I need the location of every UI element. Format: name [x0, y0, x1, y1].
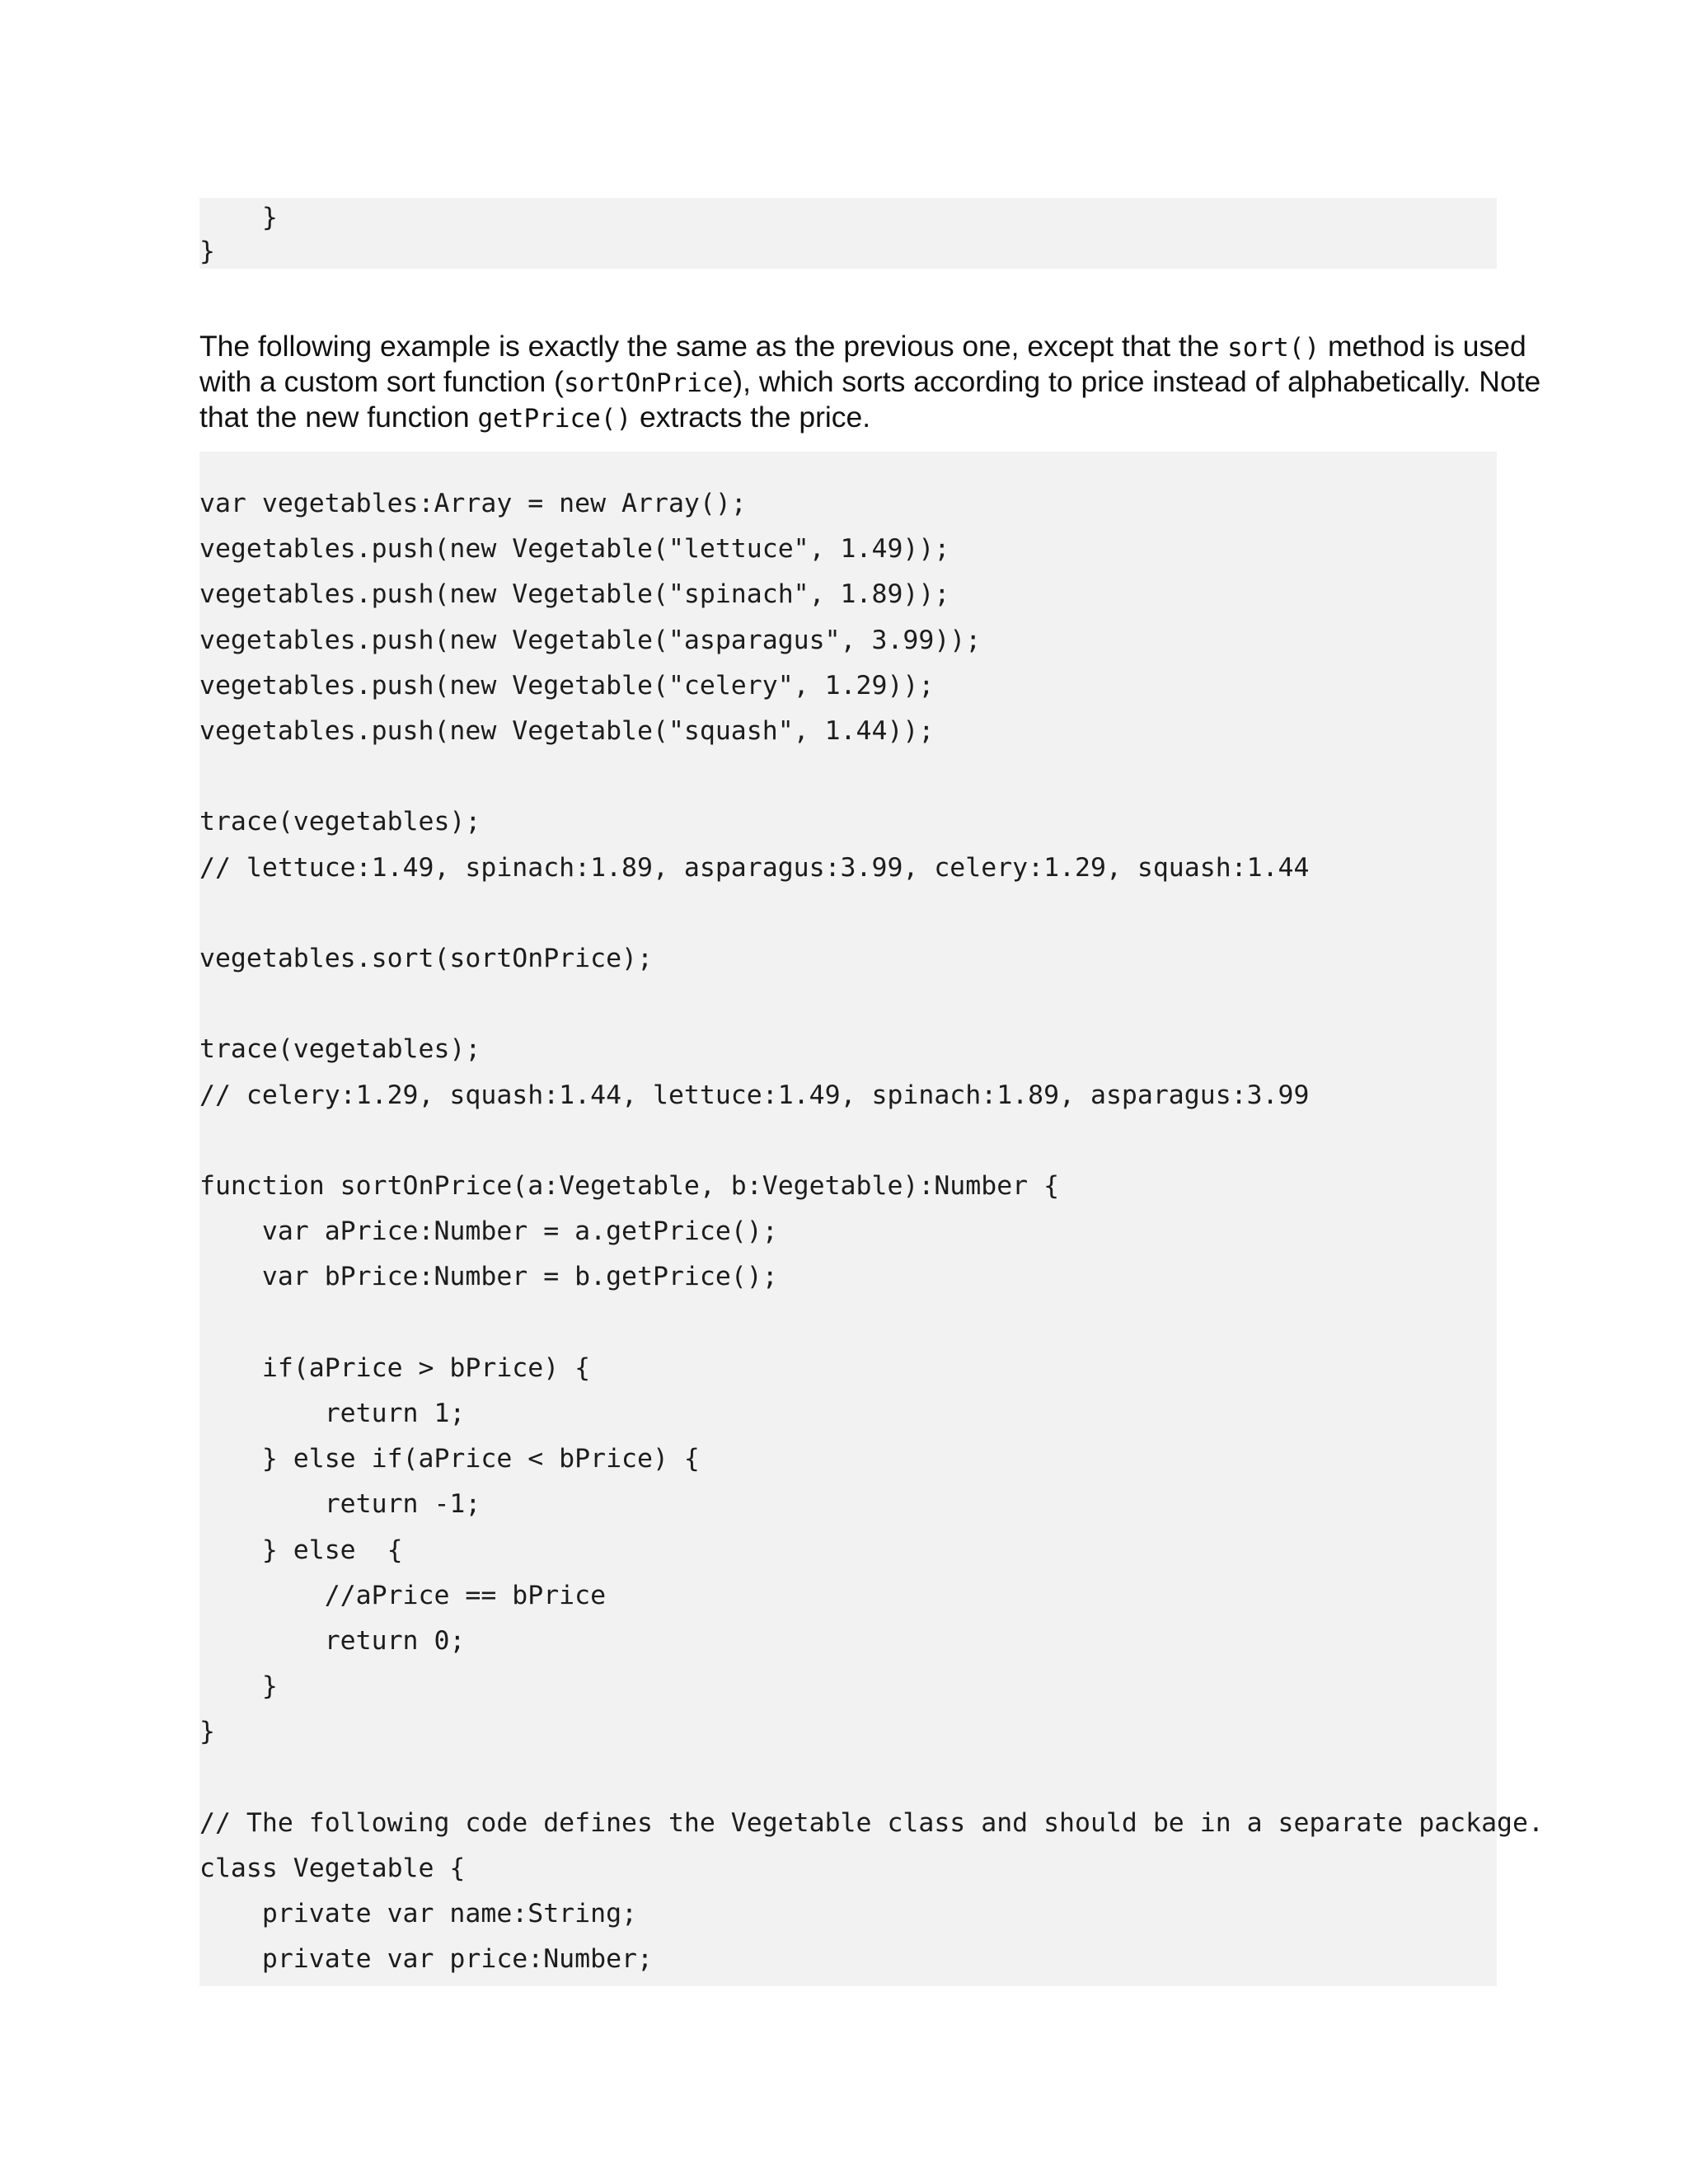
code-line: }	[199, 203, 278, 232]
code-line: // The following code defines the Vegetable class and should be in a separate package.	[199, 1807, 1544, 1838]
code-line: vegetables.push(new Vegetable("lettuce", 1.49));	[199, 534, 950, 565]
intro-text: with a custom sort function (	[199, 365, 564, 398]
inline-code-sortonprice: sortOnPrice	[563, 368, 734, 398]
code-line: }	[199, 1671, 278, 1702]
code-line: function sortOnPrice(a:Vegetable, b:Vegetable):Number {	[199, 1171, 1060, 1201]
code-block-main	[199, 452, 1544, 1986]
code-line: private var name:String;	[199, 1899, 638, 1929]
intro-line-2	[199, 365, 1541, 401]
intro-line-1	[199, 330, 1526, 365]
code-line: } else if(aPrice < bPrice) {	[199, 1444, 700, 1474]
intro-line-3	[199, 401, 1502, 436]
code-line: return 1;	[199, 1399, 466, 1428]
code-line: if(aPrice > bPrice) {	[199, 1352, 591, 1383]
code-line: var bPrice:Number = b.getPrice();	[199, 1262, 778, 1292]
code-line: // celery:1.29, squash:1.44, lettuce:1.49, spinach:1.89, asparagus:3.99	[199, 1080, 1310, 1110]
code-line: }	[199, 1717, 215, 1747]
intro-text: The following example is exactly the same as the previous one, except that the	[199, 330, 1228, 363]
code-line: vegetables.push(new Vegetable("spinach", 1.89));	[199, 579, 950, 610]
code-line: }	[199, 237, 215, 266]
code-line: return 0;	[199, 1626, 466, 1656]
inline-code-sort: sort()	[1227, 333, 1320, 363]
code-block-top	[199, 198, 1497, 269]
code-line: var aPrice:Number = a.getPrice();	[199, 1216, 778, 1247]
code-line: private var price:Number;	[199, 1944, 653, 1975]
intro-text: method is used	[1320, 330, 1526, 363]
code-line: //aPrice == bPrice	[199, 1580, 607, 1610]
code-line: } else {	[199, 1535, 403, 1565]
intro-paragraph	[199, 330, 1541, 436]
code-line: class Vegetable {	[199, 1854, 466, 1883]
code-line: var vegetables:Array = new Array();	[199, 489, 747, 518]
code-line: trace(vegetables);	[199, 807, 481, 837]
intro-text: ), which sorts according to price instead of alphabetically. Note	[733, 365, 1541, 398]
code-line: vegetables.push(new Vegetable("squash", 1.44));	[199, 716, 935, 746]
inline-code-getprice: getPrice()	[477, 404, 632, 434]
code-line: vegetables.push(new Vegetable("celery", 1.29));	[199, 670, 935, 701]
code-line: return -1;	[199, 1489, 481, 1520]
intro-text: that the new function	[199, 401, 478, 434]
code-line: vegetables.push(new Vegetable("asparagus", 3.99));	[199, 625, 982, 655]
intro-text: extracts the price.	[631, 401, 871, 434]
code-line: // lettuce:1.49, spinach:1.89, asparagus:3.99, celery:1.29, squash:1.44	[199, 852, 1310, 883]
code-line: trace(vegetables);	[199, 1034, 481, 1065]
code-line: vegetables.sort(sortOnPrice);	[199, 944, 653, 973]
